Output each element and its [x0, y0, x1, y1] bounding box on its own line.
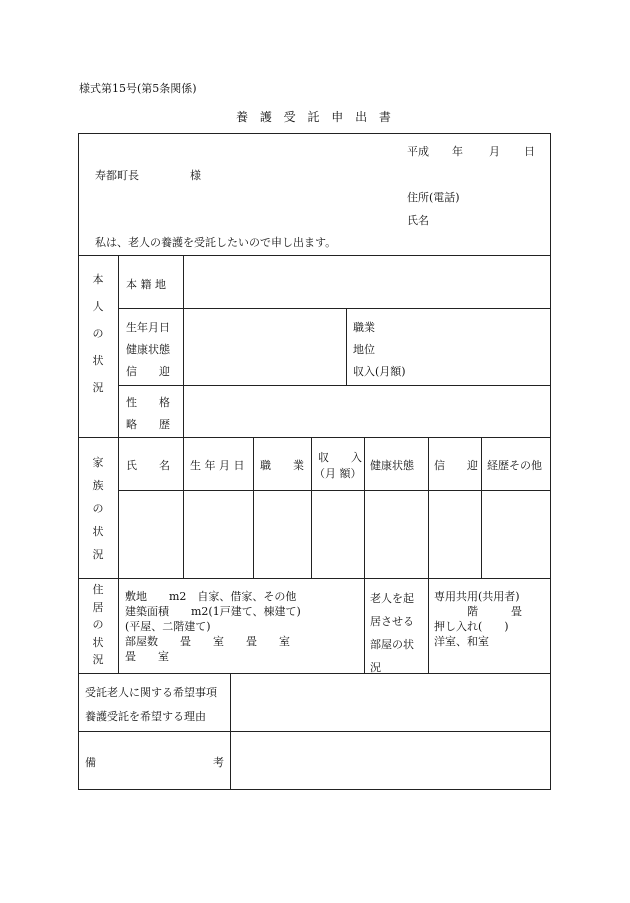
family-header-dob: 生 年 月 日: [190, 459, 245, 472]
label-char: 況: [92, 381, 104, 394]
self-section-label: [91, 266, 105, 401]
room-label-line: 況: [370, 661, 381, 674]
history-label: 略 歴: [126, 418, 170, 431]
address-label: 住所(電話): [407, 191, 460, 204]
rule: [253, 437, 254, 578]
residence-details: [125, 589, 301, 664]
statement: 私は、老人の養護を受託したいので申し出ます。: [95, 236, 337, 249]
rule: [428, 578, 429, 673]
faith-label: 信 迎: [126, 365, 170, 378]
domicile-label: 本 籍 地: [126, 278, 166, 291]
dob-label: 生年月日: [126, 321, 170, 334]
label-char: 況: [92, 653, 104, 666]
room-line: 押し入れ( ): [434, 620, 509, 633]
residence-line: (平屋、二階建て): [125, 620, 211, 633]
addressee: 寿都町長: [95, 169, 139, 182]
health-label: 健康状態: [126, 343, 170, 356]
room-label-line: 老人を起: [370, 592, 414, 605]
room-line: 階 畳: [434, 605, 522, 618]
rule: [118, 578, 119, 673]
form-number: 様式第15号(第5条関係): [79, 82, 197, 95]
rule: [428, 437, 429, 578]
label-char: 本: [92, 273, 104, 286]
family-header-history: 経歴その他: [487, 459, 542, 472]
room-line: 洋室、和室: [434, 635, 489, 648]
name-label: 氏名: [407, 214, 429, 227]
rule: [183, 255, 184, 438]
date-month: 月: [489, 145, 500, 158]
rule: [364, 578, 365, 673]
family-header-income-unit: （月 額）: [314, 467, 362, 480]
honorific: 様: [190, 169, 201, 182]
rule: [311, 437, 312, 578]
rule: [346, 308, 347, 385]
date-year: 年: [452, 145, 463, 158]
rule: [78, 673, 551, 674]
job-label: 職業: [353, 321, 375, 334]
position-label: 地位: [353, 343, 375, 356]
residence-line: 畳 室: [125, 650, 169, 663]
wishes-label: 受託老人に関する希望事項: [85, 686, 217, 699]
family-header-job: 職 業: [260, 459, 304, 472]
label-char: 状: [92, 525, 104, 538]
room-label: [370, 587, 414, 679]
family-header-faith: 信 迎: [434, 459, 478, 472]
label-char: の: [92, 327, 104, 340]
label-char: 族: [92, 479, 104, 492]
income-label: 収入(月額): [353, 365, 406, 378]
room-label-line: 居させる: [370, 615, 414, 628]
label-char: 住: [92, 583, 104, 596]
rule: [183, 437, 184, 578]
family-header-income: 収 入: [318, 451, 362, 464]
remarks-label-right: 考: [213, 756, 224, 769]
label-char: 況: [92, 548, 104, 561]
label-char: の: [92, 618, 104, 631]
residence-line: 敷地 m2 自家、借家、その他: [125, 590, 297, 603]
residence-line: 部屋数 畳 室 畳 室: [125, 635, 290, 648]
room-label-line: 部屋の状: [370, 638, 414, 651]
label-char: 状: [92, 354, 104, 367]
family-header-name: 氏 名: [126, 459, 170, 472]
date-day: 日: [524, 145, 535, 158]
rule: [78, 255, 551, 256]
label-char: 家: [92, 456, 104, 469]
family-section-label: [91, 451, 105, 566]
reason-label: 養護受託を希望する理由: [85, 710, 206, 723]
remarks-label-left: 備: [85, 756, 96, 769]
residence-line: 建築面積 m2(1戸建て、棟建て): [125, 605, 301, 618]
label-char: 状: [92, 635, 104, 649]
rule: [364, 437, 365, 578]
family-header-health: 健康状態: [370, 459, 414, 472]
label-char: 居: [92, 600, 104, 614]
residence-section-label: [91, 581, 105, 669]
label-char: 人: [92, 300, 104, 313]
label-char: の: [92, 502, 104, 515]
rule: [481, 437, 482, 578]
date-era: 平成: [407, 145, 429, 158]
rule: [118, 255, 119, 578]
rule: [230, 673, 231, 790]
rule: [78, 731, 551, 732]
rule: [78, 578, 551, 579]
character-label: 性 格: [126, 396, 170, 409]
page-title: 養 護 受 託 申 出 書: [236, 110, 395, 124]
room-details: [434, 589, 522, 649]
room-line: 専用共用(共用者): [434, 590, 520, 603]
